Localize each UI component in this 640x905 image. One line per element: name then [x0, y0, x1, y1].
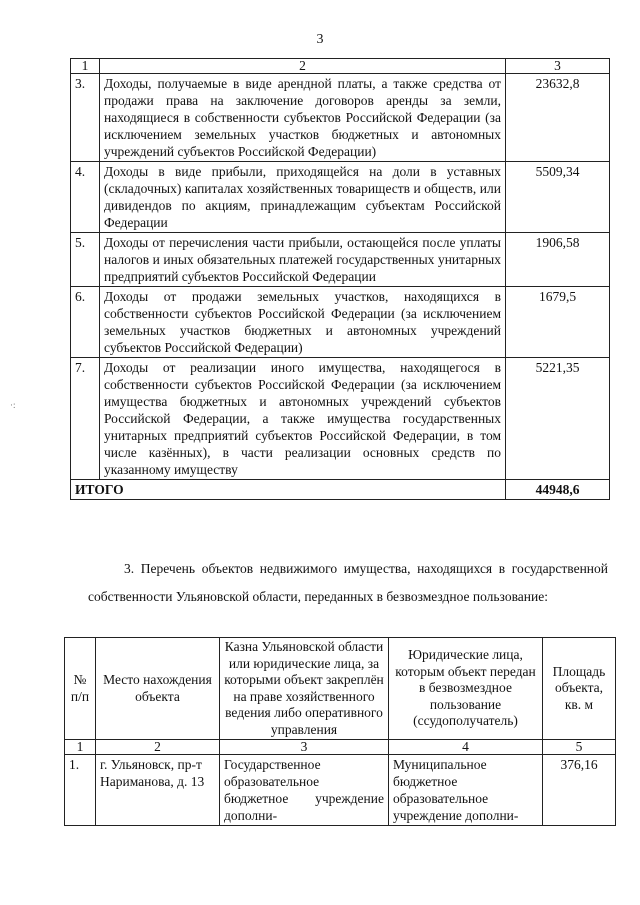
row-number: 6.	[71, 287, 100, 358]
property-table-header	[65, 638, 616, 740]
row-holder: Государственное образовательное бюджетное учреждение дополни-	[220, 755, 389, 826]
row-description: Доходы от перечисления части прибыли, остающейся после уплаты налогов и иных обязательных платежей государственных унитарных предприятий субъектов Российской Федерации	[100, 233, 506, 287]
row-value: 1906,58	[506, 233, 610, 287]
table-row	[71, 287, 610, 358]
row-borrower: Муниципальное бюджетное образовательное учреждение дополни-	[389, 755, 543, 826]
income-table-header	[71, 59, 610, 74]
row-description: Доходы, получаемые в виде арендной платы, а также средства от продажи права на заключение договоров аренды за земли, находящиеся в собственности субъектов Российской Федерации (за исключением земельных участков бюджетных и автономных учреждений субъектов Российской Федерации)	[100, 74, 506, 162]
table-row	[65, 755, 616, 826]
header-cell: 1	[71, 59, 100, 74]
column-index-row	[65, 740, 616, 755]
row-value: 1679,5	[506, 287, 610, 358]
total-value: 44948,6	[506, 480, 610, 500]
total-row	[71, 480, 610, 500]
row-number: 1.	[65, 755, 96, 826]
income-table	[70, 58, 610, 500]
header-cell: 2	[100, 59, 506, 74]
row-number: 7.	[71, 358, 100, 480]
header-cell: 3	[506, 59, 610, 74]
column-header: Место нахождения объекта	[96, 638, 220, 740]
column-header: Казна Ульяновской области или юридические лица, за которыми объект закреплён на праве хозяйственного ведения либо оперативного управления	[220, 638, 389, 740]
index-cell: 1	[65, 740, 96, 755]
column-header: Площадь объекта, кв. м	[543, 638, 616, 740]
row-value: 5509,34	[506, 162, 610, 233]
row-description: Доходы от реализации иного имущества, находящегося в собственности субъектов Российской Федерации (за исключением имущества бюджетных и автономных учреждений субъектов Российской Федерации, а также имущества государственных унитарных предприятий субъектов Российской Федерации, в том числе казённых), в части реализации основных средств по указанному имуществу	[100, 358, 506, 480]
table-row	[71, 233, 610, 287]
index-cell: 2	[96, 740, 220, 755]
row-number: 3.	[71, 74, 100, 162]
row-value: 5221,35	[506, 358, 610, 480]
row-location: г. Ульяновск, пр-т Нариманова, д. 13	[96, 755, 220, 826]
table-row	[71, 162, 610, 233]
index-cell: 5	[543, 740, 616, 755]
row-number: 4.	[71, 162, 100, 233]
row-area: 376,16	[543, 755, 616, 826]
index-cell: 3	[220, 740, 389, 755]
row-description: Доходы в виде прибыли, приходящейся на доли в уставных (складочных) капиталах хозяйственных товариществ и обществ, или дивидендов по акциям, принадлежащим субъектам Российской Федерации	[100, 162, 506, 233]
row-value: 23632,8	[506, 74, 610, 162]
column-header: Юридические лица, которым объект передан в безвозмездное пользование (ссудополучатель)	[389, 638, 543, 740]
page-number: 3	[316, 32, 324, 47]
section-paragraph: 3. Перечень объектов недвижимого имущества, находящихся в государственной собственности Ульяновской области, переданных в безвозмездное пользование:	[88, 561, 608, 604]
table-row	[71, 358, 610, 480]
column-header: № п/п	[65, 638, 96, 740]
table-row	[71, 74, 610, 162]
row-description: Доходы от продажи земельных участков, находящихся в собственности субъектов Российской Федерации (за исключением земельных участков бюджетных и автономных учреждений субъектов Российской Федерации)	[100, 287, 506, 358]
total-label: ИТОГО	[71, 480, 506, 500]
index-cell: 4	[389, 740, 543, 755]
row-number: 5.	[71, 233, 100, 287]
property-table	[64, 637, 616, 826]
scan-artifact: ·:	[10, 400, 16, 410]
